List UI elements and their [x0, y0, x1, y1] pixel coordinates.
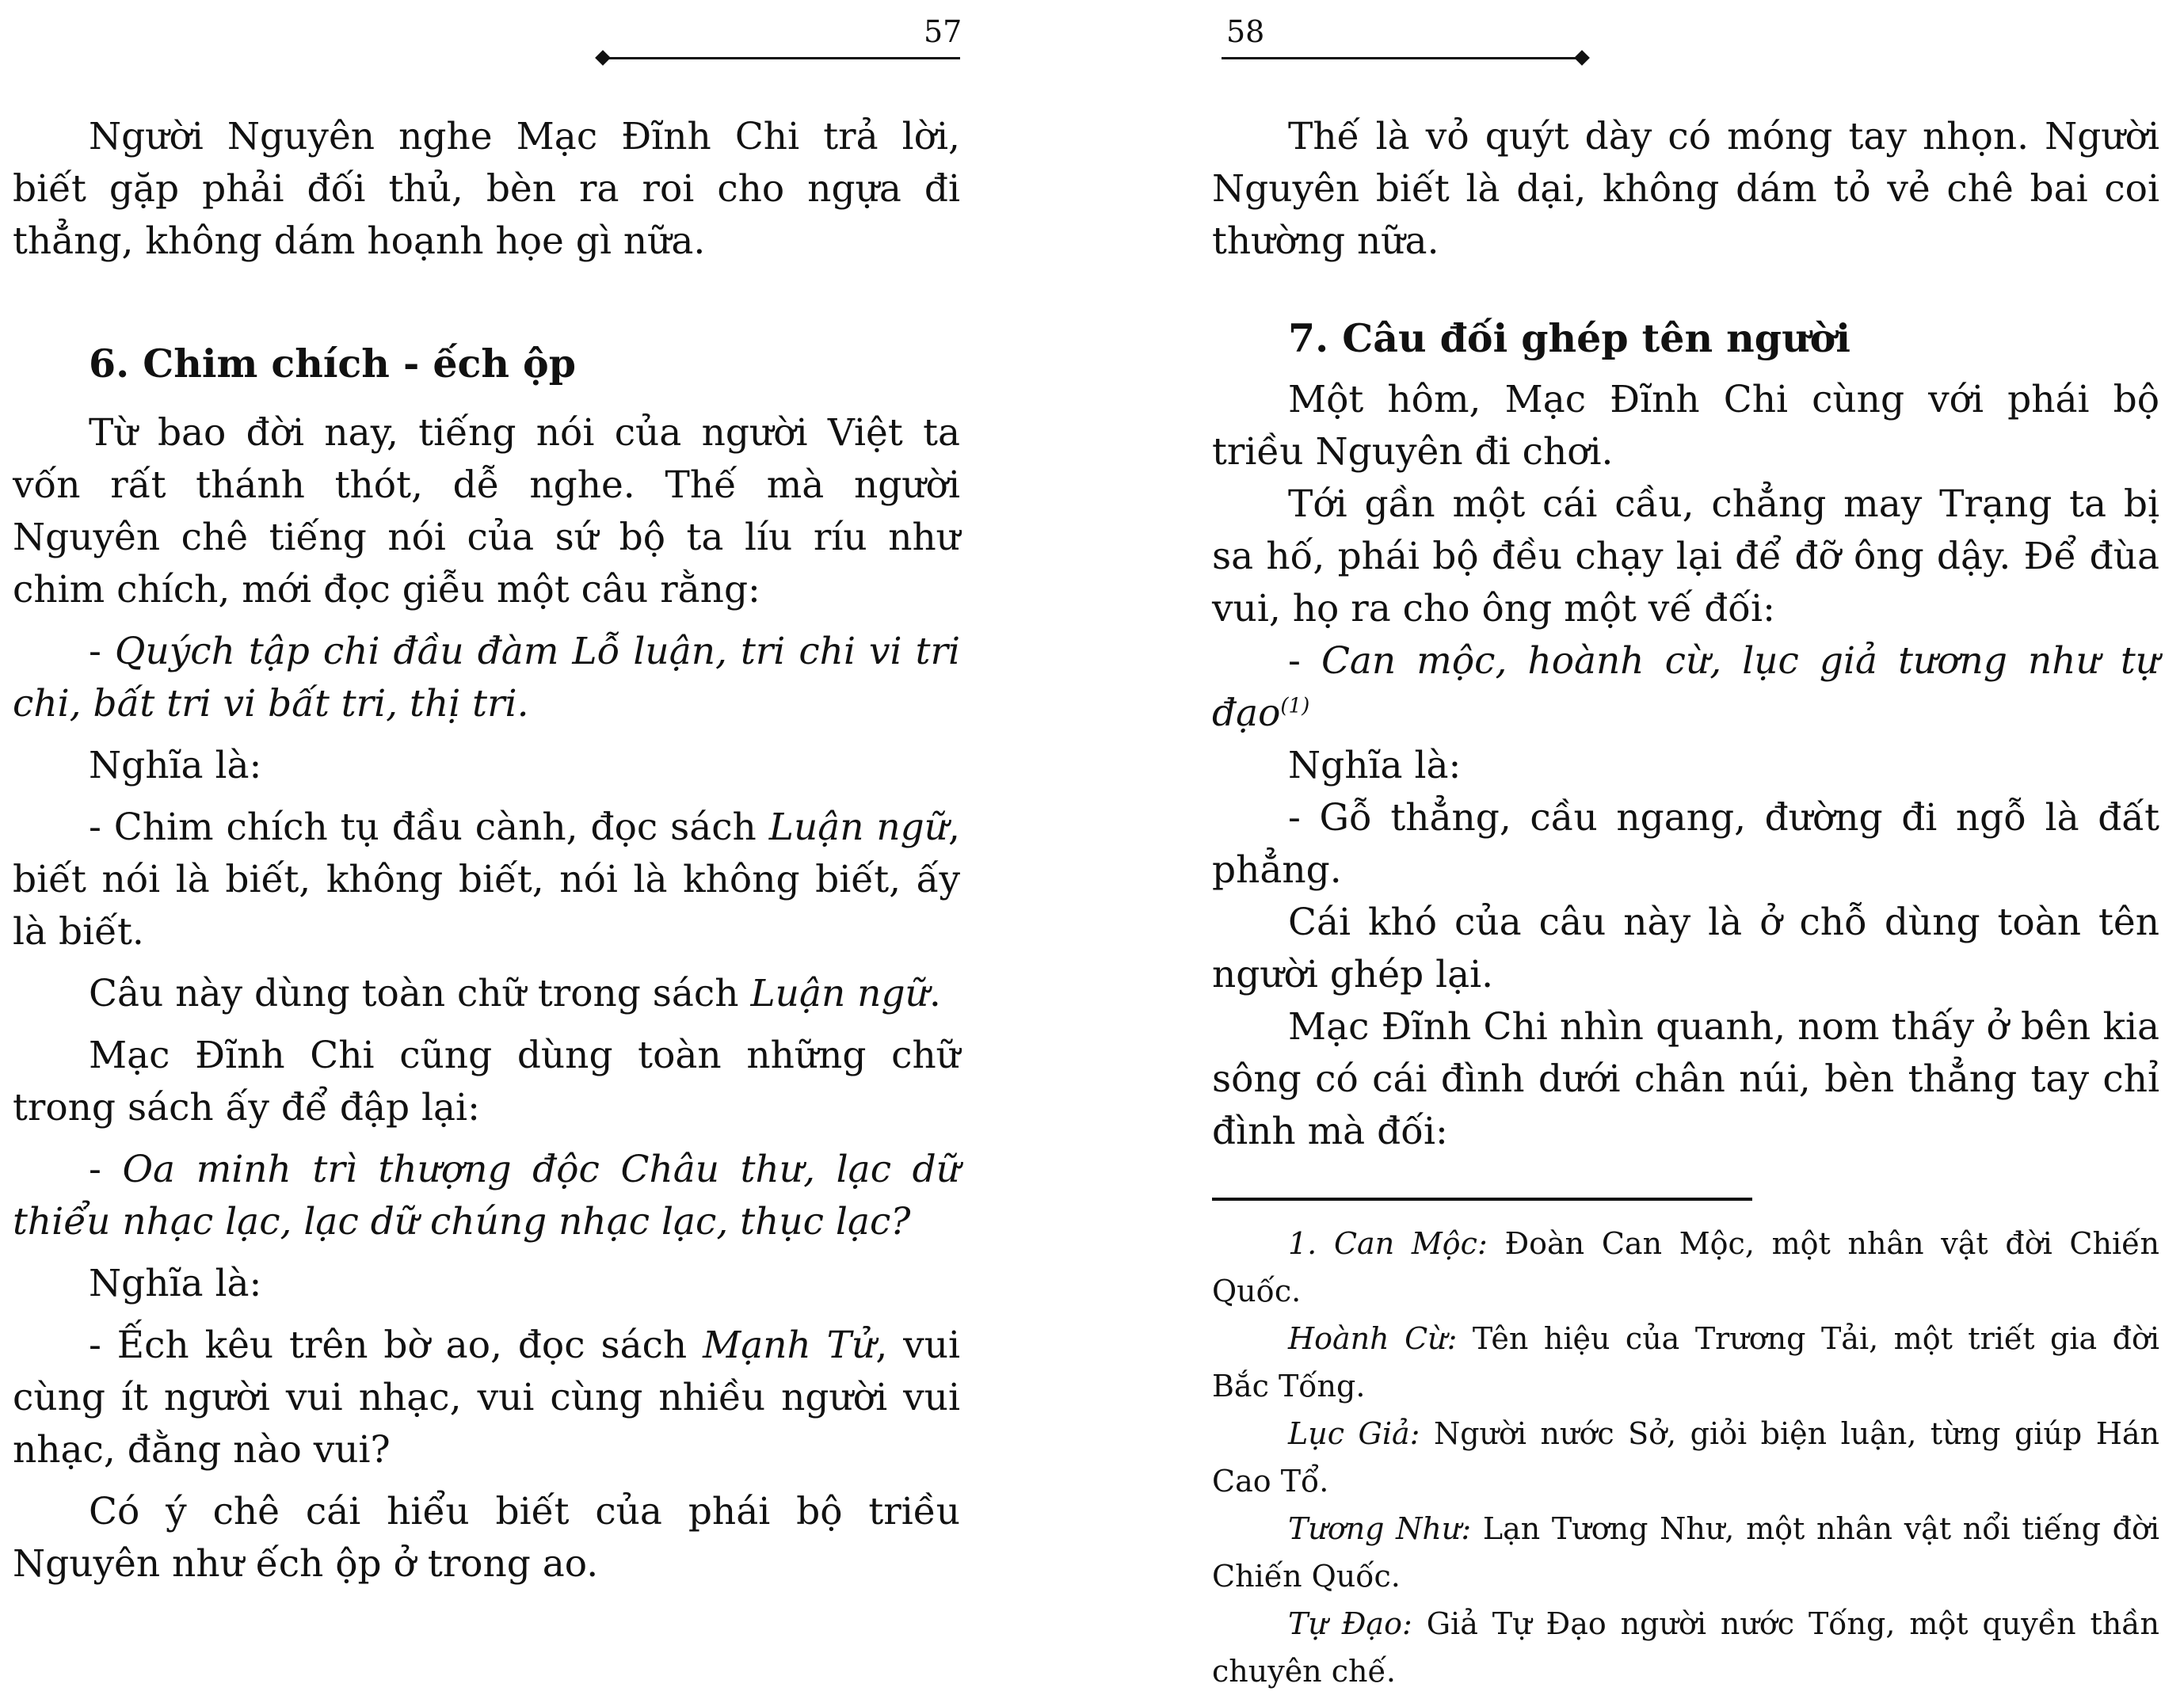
footnote-text: Người nước Sở, giỏi biện luận, từng giúp Hán Cao Tổ. — [1212, 1416, 2159, 1499]
text-run: , vui cùng ít người vui nhạc, vui cùng nhiều người vui nhạc, đằng nào vui? — [13, 1324, 961, 1472]
section-heading: 6. Chim chích - ếch ộp — [89, 341, 576, 387]
book-title: Luận ngữ — [750, 972, 929, 1015]
meaning-label: Nghĩa là: — [89, 1262, 262, 1305]
quote-text: Quých tập chi đầu đàm Lỗ luận, tri chi vi tri chi, bất tri vi bất tri, thị tri. — [13, 630, 960, 726]
paragraph — [13, 1320, 960, 1476]
paragraph: Mạc Đĩnh Chi nhìn quanh, nom thấy ở bên kia sông có cái đình dưới chân núi, bèn thẳng tay chỉ đình mà đối: — [1212, 1005, 2159, 1153]
footnote — [1212, 1220, 2159, 1315]
footnote-term: Tương Như: — [1288, 1511, 1472, 1546]
footnote-term: 1. Can Mộc: — [1288, 1226, 1488, 1261]
paragraph: Người Nguyên nghe Mạc Đĩnh Chi trả lời, biết gặp phải đối thủ, bèn ra roi cho ngựa đi thẳng, không dám hoạnh họe gì nữa. — [13, 115, 960, 263]
diamond-ornament-icon — [1574, 50, 1590, 66]
diamond-ornament-icon — [595, 50, 611, 66]
text-run: Câu này dùng toàn chữ trong sách — [89, 972, 751, 1015]
paragraph: Thế là vỏ quýt dày có móng tay nhọn. Người Nguyên biết là dại, không dám tỏ vẻ chê bai coi thường nữa. — [1212, 115, 2159, 263]
footnote-marker: (1) — [1280, 694, 1310, 718]
paragraph: - Gỗ thẳng, cầu ngang, đường đi ngỗ là đất phẳng. — [1212, 796, 2159, 892]
meaning-label: Nghĩa là: — [1288, 744, 1462, 787]
book-title: Mạnh Tử — [703, 1324, 876, 1367]
book-title: Luận ngữ — [768, 806, 949, 849]
page-number: 57 — [924, 14, 962, 49]
footnotes — [1212, 1220, 2159, 1695]
quote-dash: - — [1288, 639, 1321, 683]
footnote — [1212, 1410, 2159, 1505]
footnote-text: Lạn Tương Như, một nhân vật nổi tiếng đời Chiến Quốc. — [1212, 1511, 2159, 1594]
paragraph — [13, 802, 960, 958]
header-rule — [1222, 57, 1581, 59]
header-rule — [602, 57, 960, 59]
footnote-text: Giả Tự Đạo người nước Tống, một quyền thần chuyên chế. — [1212, 1606, 2160, 1689]
quote-text: Oa minh trì thượng độc Châu thư, lạc dữ thiểu nhạc lạc, lạc dữ chúng nhạc lạc, thục lạc? — [13, 1148, 960, 1244]
paragraph: Từ bao đời nay, tiếng nói của người Việt ta vốn rất thánh thót, dễ nghe. Thế mà người Nguyên chê tiếng nói của sứ bộ ta líu ríu như chim chích, mới đọc giễu một câu rằng: — [13, 411, 960, 611]
paragraph: Một hôm, Mạc Đĩnh Chi cùng với phái bộ triều Nguyên đi chơi. — [1212, 378, 2159, 474]
quote-paragraph — [13, 1144, 960, 1248]
paragraph: Có ý chê cái hiểu biết của phái bộ triều Nguyên như ếch ộp ở trong ao. — [13, 1490, 960, 1586]
paragraph — [13, 968, 960, 1020]
right-page — [1092, 0, 2184, 1689]
section-heading: 7. Câu đối ghép tên người — [1288, 315, 1850, 361]
paragraph: Mạc Đĩnh Chi cũng dùng toàn những chữ trong sách ấy để đập lại: — [13, 1034, 960, 1129]
footnote-text: Đoàn Can Mộc, một nhân vật đời Chiến Quốc. — [1212, 1226, 2159, 1308]
quote-text: Can mộc, hoành cừ, lục giả tương như tự đạo — [1212, 639, 2159, 735]
meaning-label: Nghĩa là: — [89, 744, 262, 787]
left-text-column — [13, 111, 960, 1590]
text-run: - Chim chích tụ đầu cành, đọc sách — [89, 806, 769, 849]
page-number: 58 — [1226, 14, 1265, 49]
footnote — [1212, 1505, 2159, 1600]
text-run: , biết nói là biết, không biết, nói là không biết, ấy là biết. — [13, 806, 960, 954]
footnote-term: Tự Đạo: — [1288, 1606, 1412, 1641]
footnote-term: Lục Giả: — [1288, 1416, 1420, 1451]
right-text-column — [1212, 111, 2159, 1158]
footnote — [1212, 1600, 2159, 1695]
quote-dash: - — [89, 1148, 123, 1191]
paragraph: Cái khó của câu này là ở chỗ dùng toàn tên người ghép lại. — [1212, 901, 2159, 996]
footnote-term: Hoành Cừ: — [1288, 1321, 1458, 1356]
footnote — [1212, 1315, 2159, 1410]
left-page — [0, 0, 1092, 1636]
paragraph: Tới gần một cái cầu, chẳng may Trạng ta bị sa hố, phái bộ đều chạy lại để đỡ ông dậy. Để đùa vui, họ ra cho ông một vế đối: — [1212, 482, 2159, 630]
text-run: - Ếch kêu trên bờ ao, đọc sách — [89, 1324, 703, 1367]
footnote-rule — [1212, 1198, 1752, 1201]
text-run: . — [928, 972, 941, 1015]
quote-paragraph — [13, 626, 960, 730]
quote-dash: - — [89, 630, 115, 673]
footnote-text: Tên hiệu của Trương Tải, một triết gia đời Bắc Tống. — [1212, 1321, 2159, 1404]
quote-paragraph — [1212, 635, 2159, 740]
